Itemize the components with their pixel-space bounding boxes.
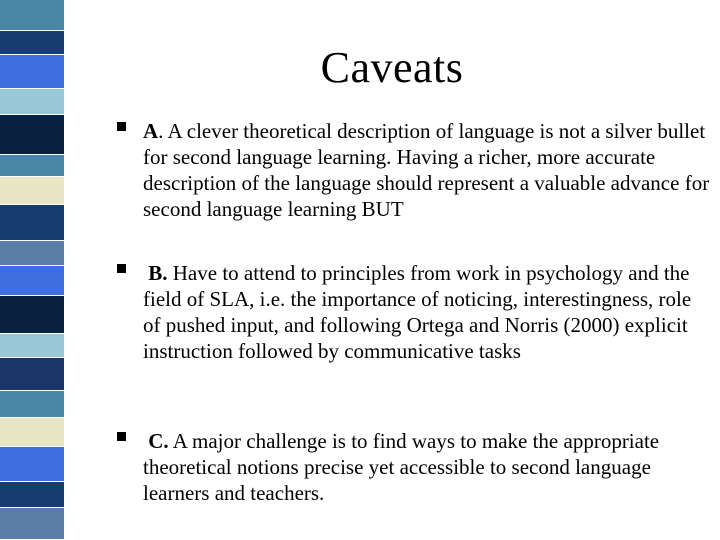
stripe-block xyxy=(0,205,64,241)
bullet-prefix: B. xyxy=(148,261,168,285)
stripe-block xyxy=(0,334,64,358)
bullet-body: A major challenge is to find ways to make the appropriate theoretical notions precise yet accessible to second language learners and teachers. xyxy=(143,429,660,505)
square-bullet-icon xyxy=(117,432,126,441)
bullet-prefix: A xyxy=(143,119,159,143)
slide-title: Caveats xyxy=(320,43,464,92)
stripe-block xyxy=(0,266,64,296)
stripe-block xyxy=(0,241,64,266)
bullet-text xyxy=(143,260,713,364)
bullet-body: Have to attend to principles from work in psychology and the field of SLA, i.e. the importance of noticing, interestingness, role of pushed input, and following Ortega and Norris (2000) explicit instruction followed by communicative tasks xyxy=(143,261,692,363)
bullet-body: . A clever theoretical description of language is not a silver bullet for second language learning. Having a richer, more accurate description of the language should represent a valuable advance for second language learning BUT xyxy=(143,119,710,221)
bullet-text xyxy=(143,428,713,506)
stripe-block xyxy=(0,89,64,115)
bullet-text xyxy=(143,118,713,222)
stripe-block xyxy=(0,155,64,177)
stripe-block xyxy=(0,55,64,89)
stripe-block xyxy=(0,447,64,482)
decorative-side-stripe xyxy=(0,0,64,540)
square-bullet-icon xyxy=(117,122,126,131)
bullet-prefix: C. xyxy=(148,429,169,453)
stripe-block xyxy=(0,177,64,205)
stripe-block xyxy=(0,296,64,334)
stripe-block xyxy=(0,482,64,508)
stripe-block xyxy=(0,31,64,55)
stripe-block xyxy=(0,358,64,391)
square-bullet-icon xyxy=(117,264,126,273)
stripe-block xyxy=(0,115,64,155)
stripe-block xyxy=(0,508,64,540)
stripe-block xyxy=(0,418,64,447)
stripe-block xyxy=(0,391,64,418)
stripe-block xyxy=(0,0,64,31)
